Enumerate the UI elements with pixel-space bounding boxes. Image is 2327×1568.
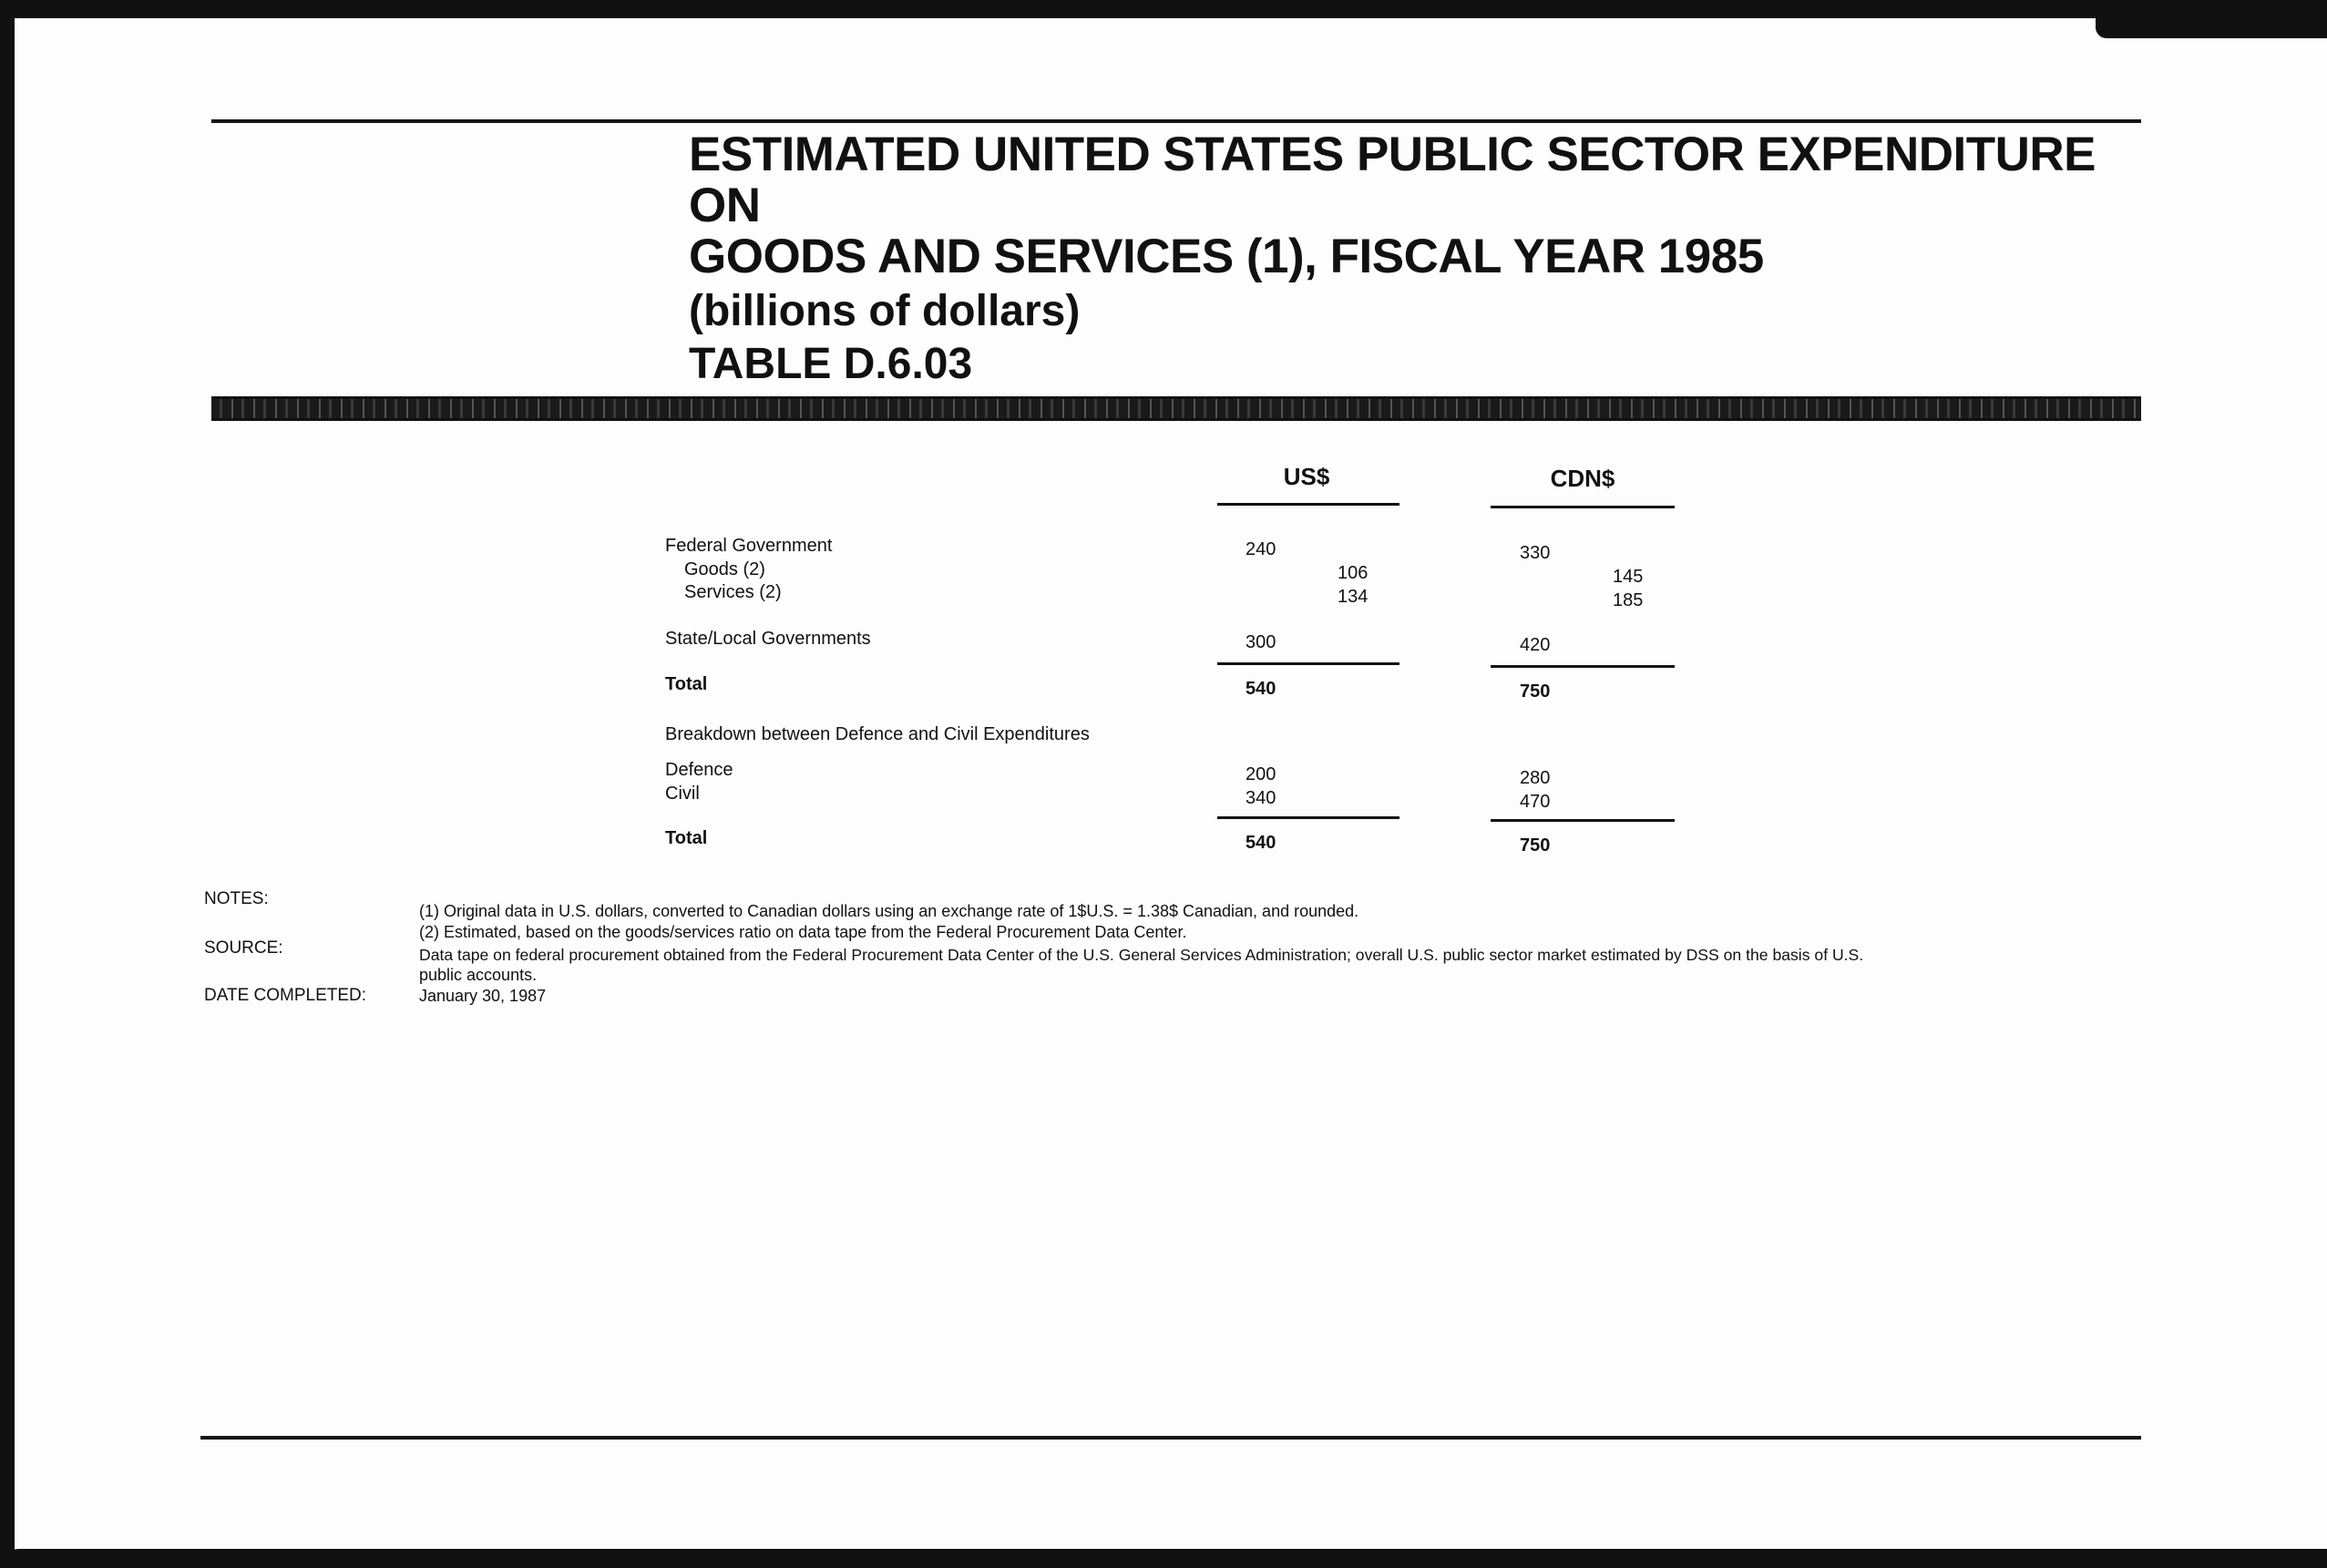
document-title [689, 129, 2165, 392]
column-header-cdn-underline [1491, 506, 1675, 508]
value-total-1-us: 540 [1246, 679, 1276, 699]
value-civil-cdn: 470 [1520, 792, 1551, 812]
top-rule [211, 119, 2141, 123]
column-header-cdn: CDN$ [1550, 465, 1615, 492]
column-header-us-underline [1217, 503, 1399, 506]
title-units: (billions of dollars) [689, 287, 1081, 335]
scan-border-bottom [0, 1549, 2327, 1568]
subtotal-underline-cdn [1491, 665, 1675, 668]
row-label-federal: Federal Government [665, 536, 833, 556]
value-services-cdn: 185 [1613, 590, 1644, 610]
source-line-1: Data tape on federal procurement obtained from the Federal Procurement Data Center of the U.S. General Services Administration; overall U.S. public sector market estimated by DSS on the basis of U.S. [419, 946, 1864, 964]
value-services-us: 134 [1338, 587, 1369, 607]
value-goods-us: 106 [1338, 563, 1369, 583]
row-label-total-1: Total [665, 674, 708, 694]
value-total-2-cdn: 750 [1520, 835, 1551, 856]
total-underline-cdn [1491, 819, 1675, 822]
column-header-us: US$ [1283, 463, 1330, 490]
subtotal-underline-us [1217, 662, 1399, 665]
title-line-2: GOODS AND SERVICES (1), FISCAL YEAR 1985 [689, 230, 1764, 283]
value-civil-us: 340 [1246, 788, 1276, 808]
row-label-state-local: State/Local Governments [665, 629, 871, 649]
bottom-rule [200, 1436, 2141, 1440]
value-total-2-us: 540 [1246, 833, 1276, 853]
note-2: (2) Estimated, based on the goods/services ratio on data tape from the Federal Procurement Data Center. [419, 923, 1187, 941]
value-goods-cdn: 145 [1613, 567, 1644, 587]
row-label-defence: Defence [665, 760, 733, 780]
date-completed-value: January 30, 1987 [419, 987, 547, 1005]
scan-border-corner [2096, 13, 2327, 38]
title-line-1: ESTIMATED UNITED STATES PUBLIC SECTOR EXPENDITURE ON [689, 128, 2096, 232]
value-state-local-us: 300 [1246, 632, 1276, 652]
value-defence-cdn: 280 [1520, 768, 1551, 788]
row-label-total-2: Total [665, 828, 708, 848]
heavy-rule-band [211, 396, 2141, 421]
row-label-services: Services (2) [684, 582, 782, 602]
source-label: SOURCE: [204, 938, 283, 958]
total-underline-us [1217, 816, 1399, 819]
note-1: (1) Original data in U.S. dollars, converted to Canadian dollars using an exchange rate of 1$U.S. = 1.38$ Canadian, and rounded. [419, 902, 1359, 920]
value-total-1-cdn: 750 [1520, 682, 1551, 702]
value-federal-cdn: 330 [1520, 543, 1551, 563]
date-completed-label: DATE COMPLETED: [204, 986, 367, 1005]
scan-border-top [0, 0, 2327, 18]
row-label-civil: Civil [665, 784, 700, 804]
value-defence-us: 200 [1246, 764, 1276, 784]
scan-border-left [0, 0, 15, 1568]
table-id: TABLE D.6.03 [689, 340, 973, 388]
source-line-2: public accounts. [419, 966, 538, 984]
row-label-breakdown: Breakdown between Defence and Civil Expenditures [665, 724, 1090, 744]
row-label-goods: Goods (2) [684, 559, 765, 579]
value-federal-us: 240 [1246, 539, 1276, 559]
notes-label: NOTES: [204, 889, 269, 908]
value-state-local-cdn: 420 [1520, 635, 1551, 655]
